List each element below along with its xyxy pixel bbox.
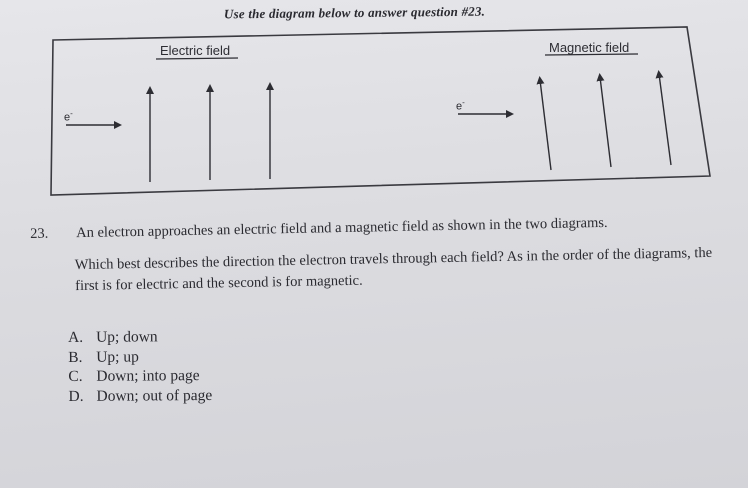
question-number: 23.	[30, 225, 49, 242]
electric-field-label: Electric field	[160, 43, 231, 58]
choice-text: Down; out of page	[96, 386, 213, 405]
question-text: An electron approaches an electric field and a magnetic field as shown in the two diagrams.	[76, 214, 608, 242]
choice-b[interactable]	[68, 346, 212, 367]
magnetic-field-arrow-2	[600, 77, 611, 167]
instruction-text: Use the diagram below to answer question #23.	[223, 3, 486, 22]
answer-choices	[68, 327, 212, 406]
choice-a[interactable]	[68, 327, 212, 348]
magnetic-field-arrow-3	[659, 74, 671, 165]
choice-c[interactable]	[68, 366, 212, 387]
electron-label-left: e-	[64, 109, 73, 124]
choice-letter: B.	[68, 348, 83, 366]
choice-d[interactable]	[68, 385, 212, 406]
choice-text: Up; up	[96, 348, 139, 366]
choice-text: Up; down	[96, 328, 158, 346]
magnetic-field-label: Magnetic field	[549, 40, 630, 55]
choice-letter: A.	[68, 328, 84, 346]
choice-text: Down; into page	[96, 367, 200, 385]
choice-letter: C.	[68, 367, 83, 385]
question-prompt: Which best describes the direction the electron travels through each field? As in the order of the diagrams, the first is for electric and the second is for magnetic.	[74, 244, 713, 295]
question-23	[30, 211, 730, 295]
electron-label-right: e-	[456, 98, 465, 113]
choice-letter: D.	[68, 387, 84, 405]
field-diagram	[48, 24, 716, 200]
magnetic-field-arrow-1	[540, 80, 551, 170]
electric-label-underline	[156, 58, 238, 59]
